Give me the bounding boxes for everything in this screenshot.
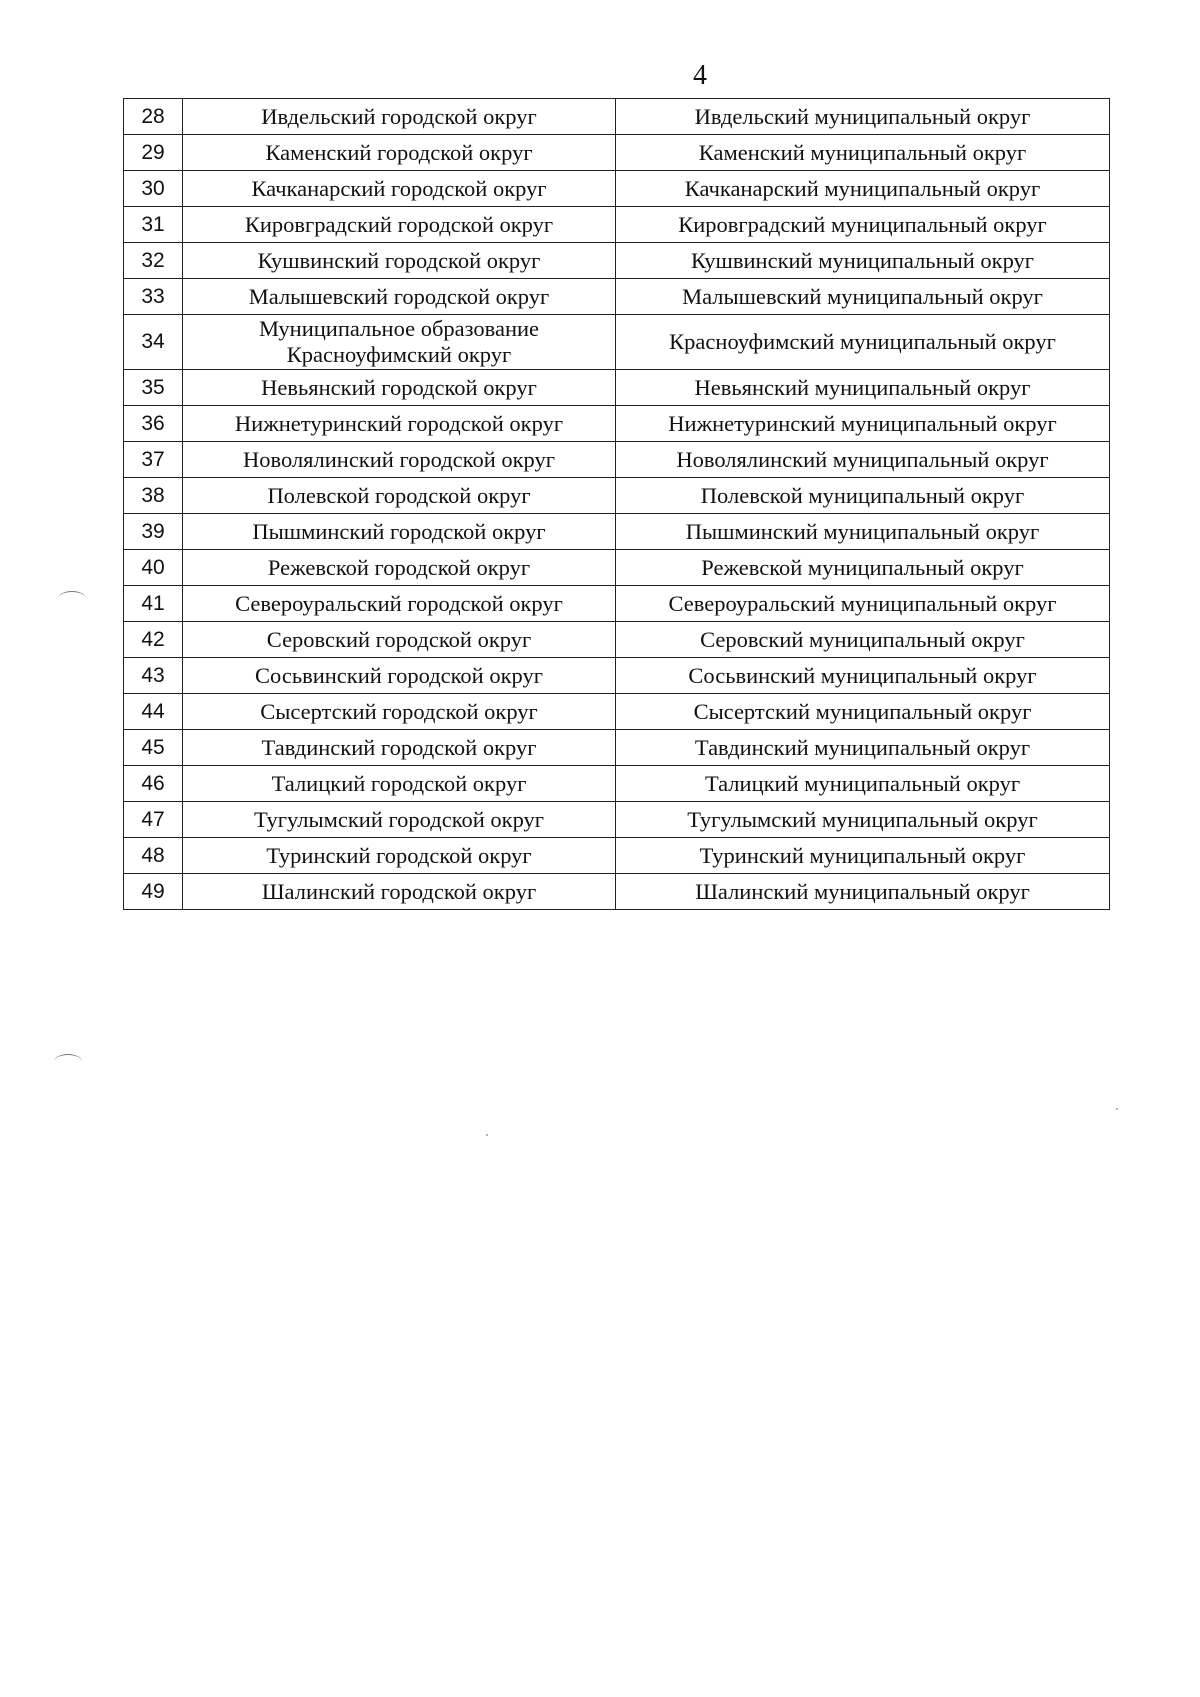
row-number: 31	[124, 207, 183, 243]
punch-hole-mark-upper	[58, 591, 86, 606]
row-number: 48	[124, 838, 183, 874]
renaming-table-container	[123, 98, 1110, 910]
scan-speck	[1116, 1108, 1118, 1110]
row-number: 49	[124, 874, 183, 910]
row-number: 43	[124, 658, 183, 694]
page-number	[0, 60, 1200, 92]
old-name-cell: Качканарский городской округ	[183, 171, 616, 207]
old-name-cell: Туринский городской округ	[183, 838, 616, 874]
row-number: 42	[124, 622, 183, 658]
old-name-cell: Нижнетуринский городской округ	[183, 406, 616, 442]
row-number: 30	[124, 171, 183, 207]
new-name-cell: Талицкий муниципальный округ	[616, 766, 1110, 802]
row-number: 29	[124, 135, 183, 171]
new-name-cell: Кировградский муниципальный округ	[616, 207, 1110, 243]
table-row	[124, 838, 1110, 874]
row-number: 45	[124, 730, 183, 766]
table-row	[124, 766, 1110, 802]
new-name-cell: Тугулымский муниципальный округ	[616, 802, 1110, 838]
old-name-cell: Кушвинский городской округ	[183, 243, 616, 279]
old-name-cell: Сысертский городской округ	[183, 694, 616, 730]
new-name-cell: Сысертский муниципальный округ	[616, 694, 1110, 730]
new-name-cell: Качканарский муниципальный округ	[616, 171, 1110, 207]
new-name-cell: Кушвинский муниципальный округ	[616, 243, 1110, 279]
new-name-cell: Нижнетуринский муниципальный округ	[616, 406, 1110, 442]
new-name-cell: Красноуфимский муниципальный округ	[616, 315, 1110, 370]
scan-speck	[486, 1134, 488, 1136]
renaming-table	[123, 98, 1110, 910]
new-name-cell: Пышминский муниципальный округ	[616, 514, 1110, 550]
new-name-cell: Сосьвинский муниципальный округ	[616, 658, 1110, 694]
old-name-cell: Каменский городской округ	[183, 135, 616, 171]
table-body	[124, 99, 1110, 910]
old-name-line: Красноуфимский округ	[286, 342, 512, 367]
table-row	[124, 243, 1110, 279]
row-number: 37	[124, 442, 183, 478]
old-name-line: Муниципальное образование	[258, 316, 540, 341]
old-name-cell: Тугулымский городской округ	[183, 802, 616, 838]
table-row	[124, 658, 1110, 694]
page-number-text: 4	[693, 60, 707, 91]
table-row	[124, 99, 1110, 135]
table-row	[124, 171, 1110, 207]
old-name-cell: Тавдинский городской округ	[183, 730, 616, 766]
row-number: 32	[124, 243, 183, 279]
new-name-cell: Тавдинский муниципальный округ	[616, 730, 1110, 766]
table-row	[124, 135, 1110, 171]
table-row	[124, 514, 1110, 550]
table-row	[124, 586, 1110, 622]
old-name-cell: Невьянский городской округ	[183, 370, 616, 406]
old-name-cell: Североуральский городской округ	[183, 586, 616, 622]
old-name-cell: Серовский городской округ	[183, 622, 616, 658]
old-name-cell: Малышевский городской округ	[183, 279, 616, 315]
row-number: 38	[124, 478, 183, 514]
new-name-cell: Каменский муниципальный округ	[616, 135, 1110, 171]
new-name-cell: Невьянский муниципальный округ	[616, 370, 1110, 406]
table-row	[124, 207, 1110, 243]
table-row	[124, 406, 1110, 442]
table-row	[124, 730, 1110, 766]
row-number: 28	[124, 99, 183, 135]
old-name-cell: Талицкий городской округ	[183, 766, 616, 802]
new-name-cell: Режевской муниципальный округ	[616, 550, 1110, 586]
new-name-cell: Североуральский муниципальный округ	[616, 586, 1110, 622]
row-number: 41	[124, 586, 183, 622]
old-name-cell: Ивдельский городской округ	[183, 99, 616, 135]
new-name-cell: Малышевский муниципальный округ	[616, 279, 1110, 315]
table-row	[124, 370, 1110, 406]
old-name-cell: Новолялинский городской округ	[183, 442, 616, 478]
row-number: 39	[124, 514, 183, 550]
table-row	[124, 478, 1110, 514]
table-row	[124, 694, 1110, 730]
row-number: 40	[124, 550, 183, 586]
new-name-cell: Новолялинский муниципальный округ	[616, 442, 1110, 478]
table-row	[124, 874, 1110, 910]
table-row	[124, 442, 1110, 478]
new-name-cell: Туринский муниципальный округ	[616, 838, 1110, 874]
new-name-cell: Серовский муниципальный округ	[616, 622, 1110, 658]
old-name-cell: Полевской городской округ	[183, 478, 616, 514]
new-name-cell: Шалинский муниципальный округ	[616, 874, 1110, 910]
old-name-cell: Режевской городской округ	[183, 550, 616, 586]
table-row	[124, 279, 1110, 315]
table-row	[124, 622, 1110, 658]
old-name-cell: Пышминский городской округ	[183, 514, 616, 550]
row-number: 34	[124, 315, 183, 370]
row-number: 44	[124, 694, 183, 730]
row-number: 46	[124, 766, 183, 802]
row-number: 47	[124, 802, 183, 838]
table-row	[124, 802, 1110, 838]
old-name-cell: Сосьвинский городской округ	[183, 658, 616, 694]
table-row	[124, 550, 1110, 586]
row-number: 33	[124, 279, 183, 315]
old-name-cell: Кировградский городской округ	[183, 207, 616, 243]
old-name-cell: Шалинский городской округ	[183, 874, 616, 910]
punch-hole-mark-lower	[54, 1054, 82, 1069]
table-row	[124, 315, 1110, 370]
old-name-cell	[183, 315, 616, 370]
new-name-cell: Полевской муниципальный округ	[616, 478, 1110, 514]
row-number: 36	[124, 406, 183, 442]
row-number: 35	[124, 370, 183, 406]
new-name-cell: Ивдельский муниципальный округ	[616, 99, 1110, 135]
